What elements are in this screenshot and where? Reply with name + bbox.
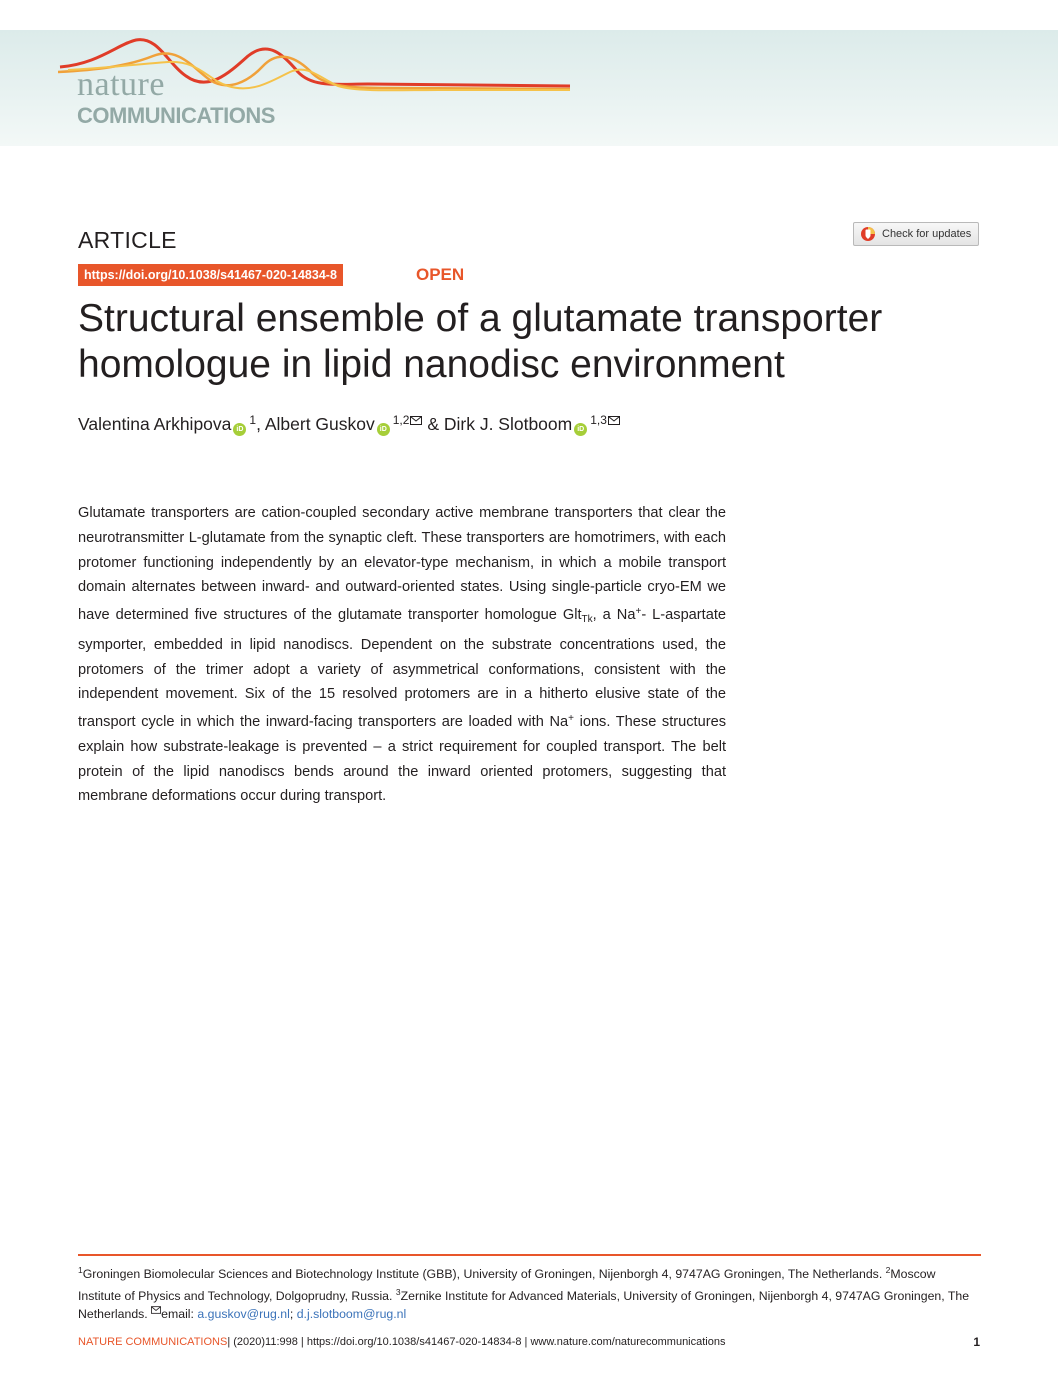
superscript-plus: + <box>568 713 574 724</box>
envelope-icon <box>151 1306 161 1314</box>
page-number: 1 <box>973 1335 980 1349</box>
footnote-marker: 2 <box>885 1265 891 1275</box>
abstract-text: - L-aspartate symporter, embedded in lipid nanodiscs. Dependent on the substrate concentrations used, the protomers of the trimer adopt a variety of asymmetrical conformations, consistent with the independent movement. Six of the 15 resolved protomers are in a hitherto elusive state of the transport cycle in which the inward-facing transporters are loaded with Na <box>78 607 727 730</box>
affiliation-text: Groningen Biomolecular Sciences and Biotechnology Institute (GBB), University of Groningen, Nijenborgh 4, 9747AG Groningen, The Netherlands. <box>82 1267 883 1281</box>
affiliations-footnotes <box>78 1261 981 1323</box>
abstract-text: ions. These structures explain how substrate-leakage is prevented – a strict requirement for coupled transport. The belt protein of the lipid nanodiscs bends around the inward oriented protomers, suggesting that membrane deformations occur during transport. <box>78 714 727 805</box>
author-name[interactable]: Dirk J. Slotboom <box>443 414 573 434</box>
title-line-2: homologue in lipid nanodisc environment <box>78 343 785 386</box>
subscript-tk: Tk <box>581 614 593 625</box>
footnote-marker: 1 <box>78 1265 83 1275</box>
check-for-updates-button[interactable] <box>853 222 979 246</box>
title-line-1: Structural ensemble of a glutamate transporter <box>78 297 883 340</box>
article-title <box>78 296 978 388</box>
orcid-icon[interactable]: iD <box>233 423 246 436</box>
logo-word-communications: COMMUNICATIONS <box>77 103 275 128</box>
author-name[interactable]: Albert Guskov <box>264 414 375 434</box>
footer-journal-name: NATURE COMMUNICATIONS <box>78 1336 228 1348</box>
superscript-plus: + <box>635 606 642 617</box>
email-link[interactable]: d.j.slotboom@rug.nl <box>296 1307 407 1321</box>
footer-citation: | (2020)11:998 | https://doi.org/10.1038/s41467-020-14834-8 | www.nature.com/naturecommunications <box>227 1336 726 1348</box>
envelope-icon[interactable] <box>608 416 620 425</box>
author-list: Valentina Arkhipova $iD^1$, Albert Guskov iD$^{1,2}$ & Dirk J. Slotboom iD$^{1,3}$ <box>78 407 978 437</box>
abstract-paragraph <box>78 501 726 809</box>
author-separator: & <box>427 414 444 434</box>
abstract-text: , a Na <box>592 607 636 623</box>
affiliation-marker: 1,3 <box>590 413 607 427</box>
affiliation-marker: 1 <box>249 413 257 427</box>
email-label: email: <box>161 1307 194 1321</box>
envelope-icon[interactable] <box>410 416 422 425</box>
doi-link-badge[interactable]: https://doi.org/10.1038/s41467-020-14834-8 <box>78 264 343 286</box>
author-name[interactable]: Valentina Arkhipova <box>78 414 232 434</box>
footnote-marker: 3 <box>395 1287 401 1297</box>
orcid-icon[interactable]: iD <box>377 423 390 436</box>
affiliation-marker: 1,2 <box>392 413 410 427</box>
email-separator: ; <box>289 1307 294 1321</box>
check-updates-icon <box>860 226 876 242</box>
article-type-label: ARTICLE <box>78 227 177 253</box>
page-footer <box>78 1334 981 1350</box>
logo-word-nature: nature <box>77 66 165 103</box>
abstract-text: Glutamate transporters are cation-coupled secondary active membrane transporters that clear the neurotransmitter L-glutamate from the synaptic cleft. These transporters are homotrimers, with each protomer functioning independently by an elevator-type mechanism, in which a mobile transport domain alternates between inward- and outward-oriented states. Using single-particle cryo-EM we have determined five structures of the glutamate transporter homologue Glt <box>78 505 726 623</box>
email-link[interactable]: a.guskov@rug.nl <box>197 1307 290 1321</box>
footnote-divider <box>78 1254 981 1256</box>
affiliation-text: Moscow Institute of Physics and Technology, Dolgoprudny, Russia. <box>78 1267 936 1303</box>
open-access-label: OPEN <box>416 265 465 284</box>
check-updates-label: Check for updates <box>882 228 972 240</box>
affiliation-text: Zernike Institute for Advanced Materials, University of Groningen, Nijenborgh 4, 9747AG Groningen, The Netherlands. <box>78 1289 970 1321</box>
orcid-icon[interactable]: iD <box>574 423 587 436</box>
